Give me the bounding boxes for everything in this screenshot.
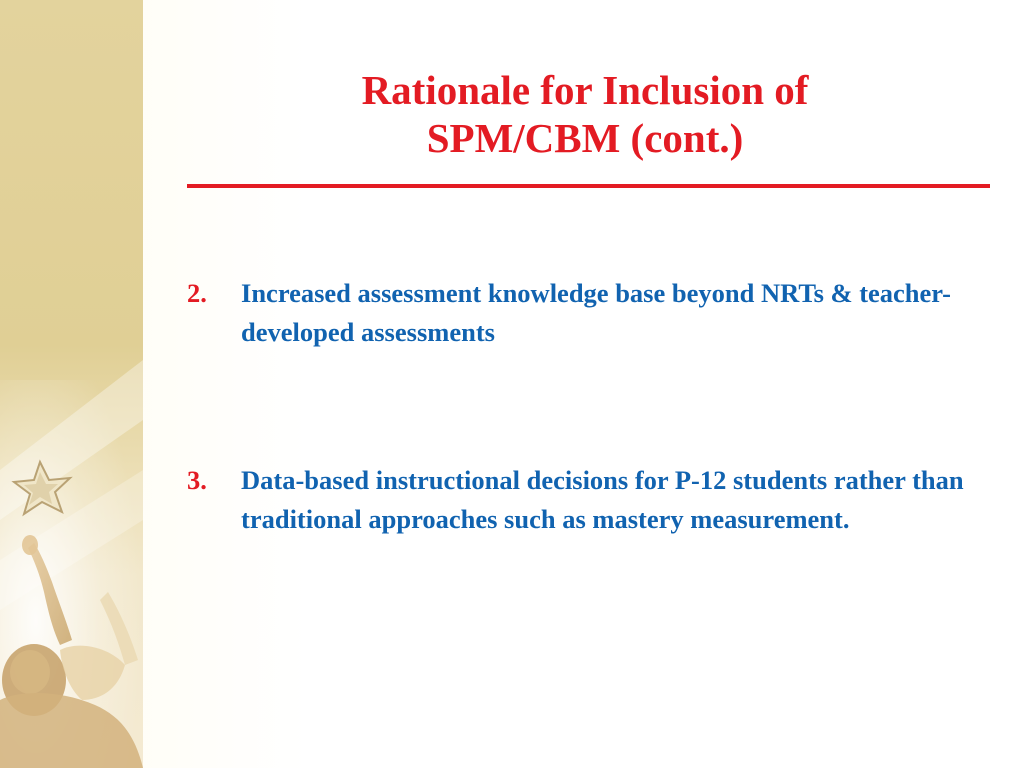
list-item-text: Data-based instructional decisions for P-12 students rather than traditional approaches such as mastery measurement. (241, 465, 964, 534)
list-item-text: Increased assessment knowledge base beyond NRTs & teacher-developed assessments (241, 278, 951, 347)
sidebar-artwork (0, 0, 143, 768)
slide-title-line-2: SPM/CBM (cont.) (426, 115, 744, 161)
title-divider (187, 184, 990, 188)
slide-title-line-1: Rationale for Inclusion of (361, 67, 809, 113)
slide-title (190, 66, 980, 162)
decorative-sidebar (0, 0, 143, 768)
list-item-number: 2. (187, 278, 207, 308)
list-item-number: 3. (187, 465, 207, 495)
